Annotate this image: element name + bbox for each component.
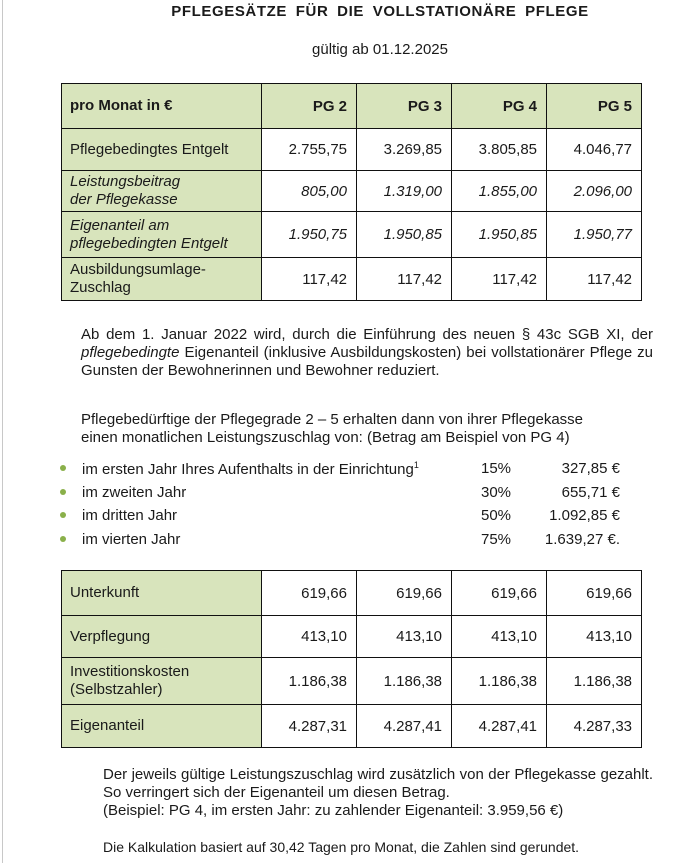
row-label-line: pflegebedingten Entgelt xyxy=(70,234,228,252)
cell-value: 413,10 xyxy=(452,616,547,658)
document-subtitle: gültig ab 01.12.2025 xyxy=(312,41,448,58)
table-row xyxy=(62,129,642,171)
list-item xyxy=(60,507,660,531)
cell-value: 619,66 xyxy=(262,571,357,616)
header-pg5: PG 5 xyxy=(547,84,642,129)
list-item-amount: 1.092,85 € xyxy=(549,507,620,524)
list-item-percent: 50% xyxy=(481,507,512,524)
list-item xyxy=(60,531,660,555)
text-line: einen monatlichen Leistungszuschlag von: (Betrag am Beispiel von PG 4) xyxy=(81,429,570,446)
table-row xyxy=(62,658,642,705)
emphasis-text: pflegebedingte xyxy=(81,344,180,361)
cell-value: 4.046,77 xyxy=(547,129,642,171)
table-row xyxy=(62,258,642,301)
row-label: Unterkunft xyxy=(62,571,262,616)
list-item-label: im dritten Jahr xyxy=(82,507,178,524)
cell-value: 2.096,00 xyxy=(547,171,642,212)
cell-total: 4.287,31 xyxy=(262,705,357,748)
cell-value: 619,66 xyxy=(547,571,642,616)
page-left-border xyxy=(2,0,3,863)
list-item-percent: 75% xyxy=(481,530,512,548)
list-item-label: im vierten Jahr xyxy=(82,530,181,548)
intro-paragraph xyxy=(81,326,653,380)
table-row xyxy=(62,571,642,616)
list-item-amount: 655,71 € xyxy=(561,483,620,501)
cell-value: 1.950,77 xyxy=(547,212,642,258)
care-rates-table xyxy=(61,83,642,301)
list-item-percent: 15% xyxy=(481,460,512,477)
header-pg3: PG 3 xyxy=(357,84,452,129)
text-line: der xyxy=(631,326,653,343)
cell-value: 2.755,75 xyxy=(262,129,357,171)
header-pg4: PG 4 xyxy=(452,84,547,129)
row-label-line: Ausbildungsumlage- xyxy=(70,261,206,278)
list-item xyxy=(60,460,660,484)
row-label-line: der Pflegekasse xyxy=(70,191,178,208)
table-row xyxy=(62,616,642,658)
cell-value: 619,66 xyxy=(357,571,452,616)
text-line: Pflegekasse gezahlt. So verringert sich der Eigenanteil um diesen Betrag. xyxy=(103,766,654,801)
text-line: Eigenanteil (inklusive Ausbildungskosten) bei xyxy=(184,344,487,361)
row-label: Eigenanteil xyxy=(62,705,262,748)
cell-value: 413,10 xyxy=(262,616,357,658)
row-label-line: (Selbstzahler) xyxy=(70,681,163,698)
cell-value: 1.950,85 xyxy=(357,212,452,258)
row-label xyxy=(62,212,262,258)
row-label-line: Zuschlag xyxy=(70,279,131,296)
explanation-paragraph xyxy=(103,766,653,820)
list-item-text xyxy=(82,460,419,478)
cell-value: 1.855,00 xyxy=(452,171,547,212)
list-item xyxy=(60,484,660,508)
text-line: Der jeweils gültige Leistungszuschlag wird zusätzlich von der xyxy=(103,766,510,783)
list-item-percent: 30% xyxy=(481,483,512,501)
cell-value: 1.319,00 xyxy=(357,171,452,212)
row-label: Verpflegung xyxy=(62,616,262,658)
cell-total: 4.287,41 xyxy=(452,705,547,748)
row-label xyxy=(62,658,262,705)
supplement-list xyxy=(60,460,660,554)
cell-total: 4.287,41 xyxy=(357,705,452,748)
cell-value: 1.950,85 xyxy=(452,212,547,258)
row-label xyxy=(62,258,262,301)
bullet-icon xyxy=(60,536,66,542)
cell-value: 1.186,38 xyxy=(262,658,357,705)
row-label-line: Eigenanteil am xyxy=(70,216,170,234)
cell-value: 413,10 xyxy=(547,616,642,658)
cell-value: 117,42 xyxy=(452,258,547,301)
cell-value: 619,66 xyxy=(452,571,547,616)
bullet-icon xyxy=(60,512,66,518)
bullet-icon xyxy=(60,489,66,495)
list-item-amount: 327,85 € xyxy=(561,460,620,477)
text-line: vollstationärer Pflege zu Gunsten der Bewohnerinnen und Bewohner xyxy=(81,344,653,379)
header-pg2: PG 2 xyxy=(262,84,357,129)
text-line: Ab dem 1. Januar 2022 wird, durch die Einführung des neuen § 43c SGB XI, xyxy=(81,326,625,343)
list-item-label: im ersten Jahr Ihres Aufenthalts in der Einrichtung xyxy=(82,461,414,478)
cell-value: 805,00 xyxy=(262,171,357,212)
cell-value: 3.269,85 xyxy=(357,129,452,171)
cell-value: 117,42 xyxy=(547,258,642,301)
table-row xyxy=(62,212,642,258)
costs-table xyxy=(61,570,642,748)
row-label: Pflegebedingtes Entgelt xyxy=(62,129,262,171)
cell-total: 4.287,33 xyxy=(547,705,642,748)
row-label xyxy=(62,171,262,212)
header-per-month: pro Monat in € xyxy=(62,84,262,129)
total-row xyxy=(62,705,642,748)
document-title: PFLEGESÄTZE FÜR DIE VOLLSTATIONÄRE PFLEGE xyxy=(171,3,589,20)
cell-value: 117,42 xyxy=(262,258,357,301)
cell-value: 1.186,38 xyxy=(452,658,547,705)
cell-value: 1.186,38 xyxy=(547,658,642,705)
row-label-line: Investitionskosten xyxy=(70,663,190,680)
supplement-paragraph xyxy=(81,411,653,447)
list-item-label: im zweiten Jahr xyxy=(82,483,187,501)
bullet-icon xyxy=(60,465,66,471)
text-line: reduziert. xyxy=(377,362,440,379)
cell-value: 1.186,38 xyxy=(357,658,452,705)
footnote-marker: 1 xyxy=(413,460,419,470)
cell-value: 413,10 xyxy=(357,616,452,658)
list-item-amount: 1.639,27 €. xyxy=(544,530,620,548)
table-row xyxy=(62,171,642,212)
text-line: (Beispiel: PG 4, im ersten Jahr: zu zahlender Eigenanteil: 3.959,56 €) xyxy=(103,802,564,819)
cell-value: 1.950,75 xyxy=(262,212,357,258)
table-header-row xyxy=(62,84,642,129)
cell-value: 3.805,85 xyxy=(452,129,547,171)
cell-value: 117,42 xyxy=(357,258,452,301)
text-line: Pflegebedürftige der Pflegegrade 2 – 5 erhalten dann von ihrer Pflegekasse xyxy=(81,411,584,428)
footnote-text: Die Kalkulation basiert auf 30,42 Tagen pro Monat, die Zahlen sind gerundet. xyxy=(103,839,580,855)
row-label-line: Leistungsbeitrag xyxy=(70,173,181,190)
